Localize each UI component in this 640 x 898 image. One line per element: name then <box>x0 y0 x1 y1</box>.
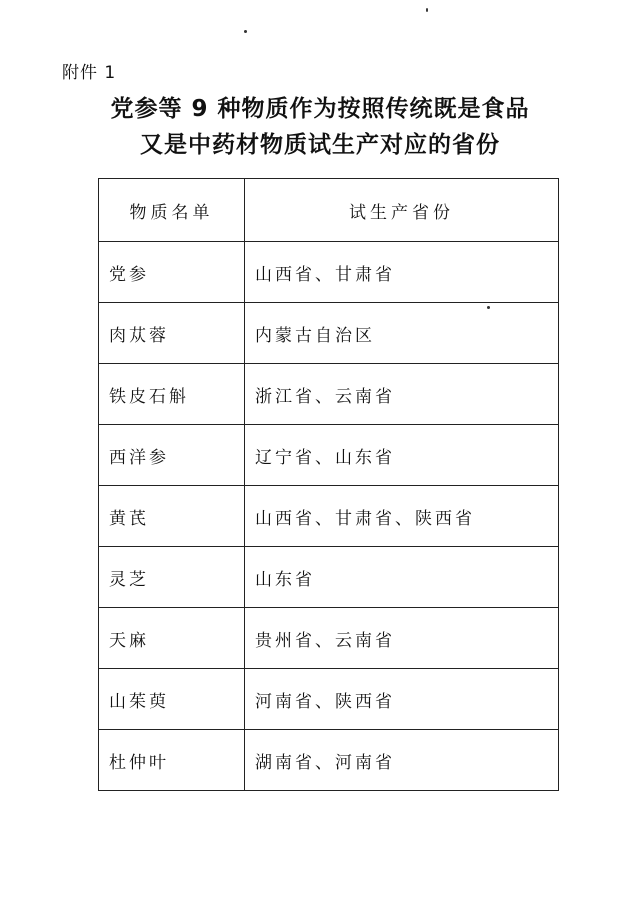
table-row <box>99 425 559 486</box>
province-table <box>98 178 559 791</box>
material-name: 肉苁蓉 <box>99 303 245 364</box>
scan-speck <box>244 30 247 33</box>
header-material-list: 物质名单 <box>99 179 245 242</box>
material-name: 杜仲叶 <box>99 730 245 791</box>
document-title-line-1: 党参等 9 种物质作为按照传统既是食品 <box>110 96 530 122</box>
material-name: 山茱萸 <box>99 669 245 730</box>
table-row <box>99 608 559 669</box>
table-row <box>99 547 559 608</box>
material-name: 西洋参 <box>99 425 245 486</box>
trial-provinces: 河南省、陕西省 <box>245 669 559 730</box>
material-name: 黄芪 <box>99 486 245 547</box>
trial-provinces: 浙江省、云南省 <box>245 364 559 425</box>
table-header-row <box>99 179 559 242</box>
table-row <box>99 364 559 425</box>
table-row <box>99 303 559 364</box>
document-title-line-2: 又是中药材物质试生产对应的省份 <box>140 132 500 158</box>
trial-provinces: 山东省 <box>245 547 559 608</box>
trial-provinces: 湖南省、河南省 <box>245 730 559 791</box>
trial-provinces: 山西省、甘肃省 <box>245 242 559 303</box>
trial-provinces: 贵州省、云南省 <box>245 608 559 669</box>
table-row <box>99 486 559 547</box>
material-name: 天麻 <box>99 608 245 669</box>
header-trial-provinces: 试生产省份 <box>245 179 559 242</box>
trial-provinces: 山西省、甘肃省、陕西省 <box>245 486 559 547</box>
scan-speck <box>426 8 428 12</box>
table-row <box>99 242 559 303</box>
material-name: 党参 <box>99 242 245 303</box>
table-row <box>99 669 559 730</box>
trial-provinces: 内蒙古自治区 <box>245 303 559 364</box>
trial-provinces: 辽宁省、山东省 <box>245 425 559 486</box>
material-name: 铁皮石斛 <box>99 364 245 425</box>
material-name: 灵芝 <box>99 547 245 608</box>
attachment-label: 附件 1 <box>62 63 117 83</box>
table-row <box>99 730 559 791</box>
